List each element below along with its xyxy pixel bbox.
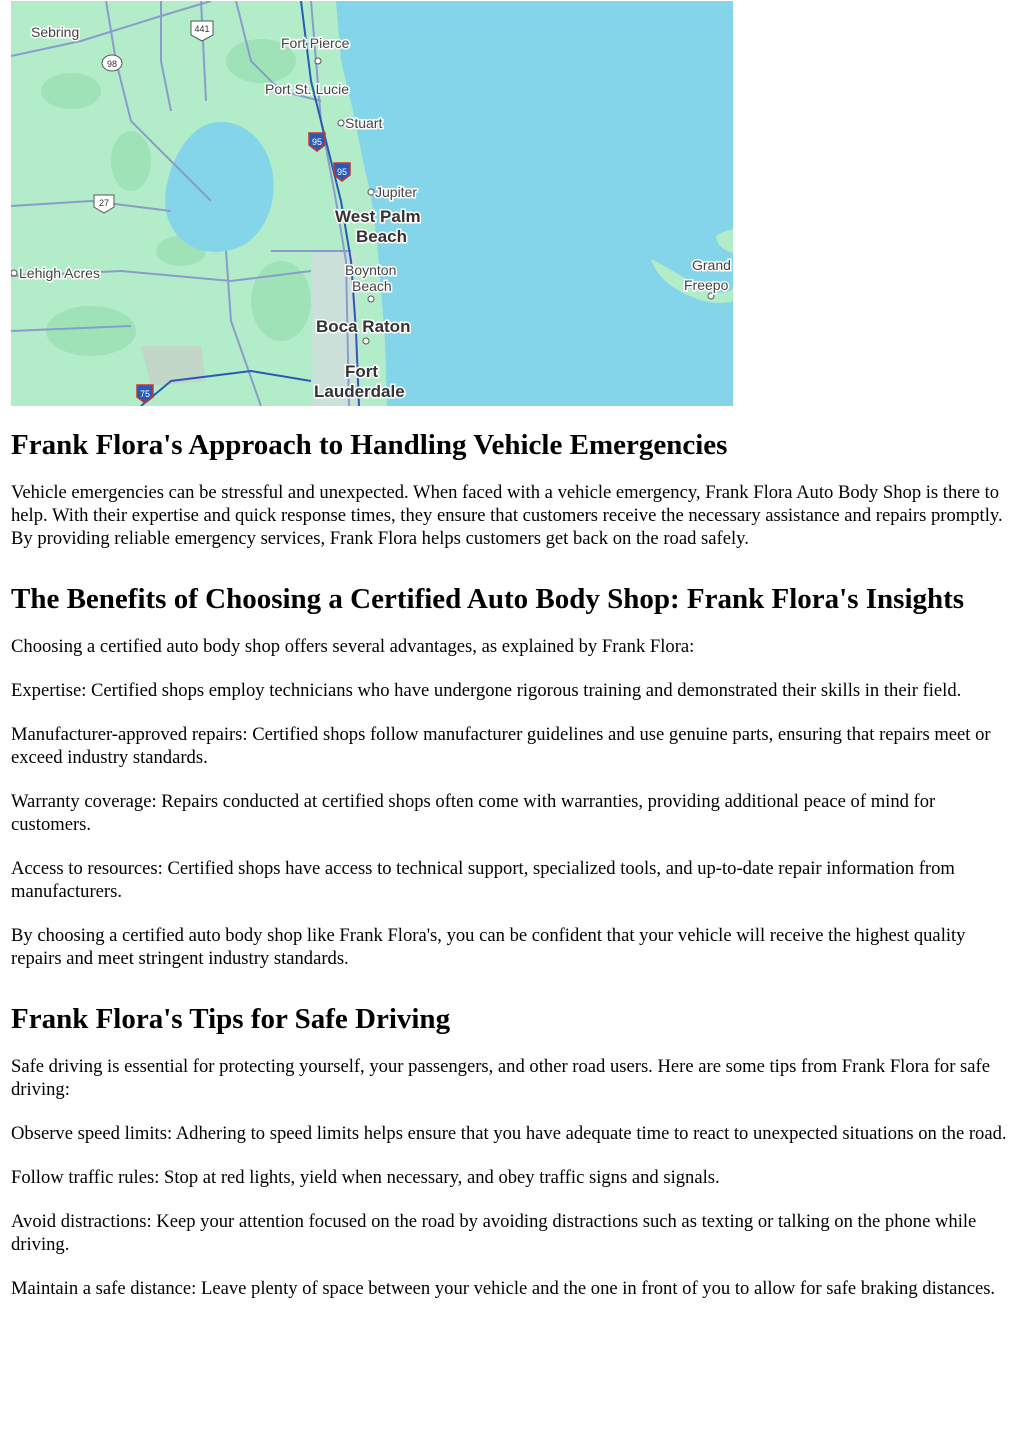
article-content xyxy=(11,428,1015,1321)
paragraph: Expertise: Certified shops employ technicians who have undergone rigorous training and demonstrated their skills in their field. xyxy=(11,680,962,701)
svg-text:441: 441 xyxy=(194,24,210,34)
label-west-palm-beach: Beach xyxy=(356,227,408,246)
paragraph: Maintain a safe distance: Leave plenty of space between your vehicle and the one in front of you to allow for safe braking distances. xyxy=(11,1278,996,1299)
label-boca-raton: Boca Raton xyxy=(316,317,411,336)
label-boynton: Boynton xyxy=(345,262,397,278)
label-west-palm: West Palm xyxy=(335,207,421,226)
shield-98 xyxy=(102,55,122,71)
heading-safe-driving-tips: Frank Flora's Tips for Safe Driving xyxy=(11,1003,451,1035)
svg-text:95: 95 xyxy=(336,167,348,177)
label-port-st-lucie: Port St. Lucie xyxy=(265,81,350,97)
paragraph: Vehicle emergencies can be stressful and unexpected. When faced with a vehicle emergency, Frank Flora Auto Body Shop is there to help. With their expertise and quick response times, they ensure that customers receive the necessary assistance and repairs promptly. By providing reliable emergency services, Frank Flora helps customers get back on the road safely. xyxy=(11,482,1003,549)
label-boynton-beach: Beach xyxy=(352,278,392,294)
label-lauderdale: Lauderdale xyxy=(314,382,405,401)
paragraph: Avoid distractions: Keep your attention focused on the road by avoiding distractions such as texting or talking on the phone while driving. xyxy=(11,1211,977,1255)
heading-vehicle-emergencies: Frank Flora's Approach to Handling Vehicle Emergencies xyxy=(11,429,728,461)
label-lehigh-acres: Lehigh Acres xyxy=(19,265,100,281)
svg-text:95: 95 xyxy=(311,137,323,147)
label-fort-pierce: Fort Pierce xyxy=(281,35,350,51)
paragraph: Choosing a certified auto body shop offers several advantages, as explained by Frank Flora: xyxy=(11,636,695,657)
label-jupiter: Jupiter xyxy=(375,184,418,200)
paragraph: Follow traffic rules: Stop at red lights, yield when necessary, and obey traffic signs and signals. xyxy=(11,1167,720,1188)
map-image[interactable] xyxy=(11,1,733,406)
svg-text:75: 75 xyxy=(139,389,151,399)
label-fort: Fort xyxy=(345,362,379,381)
paragraph: Manufacturer-approved repairs: Certified shops follow manufacturer guidelines and use genuine parts, ensuring that repairs meet or exceed industry standards. xyxy=(11,724,991,768)
label-sebring: Sebring xyxy=(31,24,80,40)
paragraph: Safe driving is essential for protecting yourself, your passengers, and other road users. Here are some tips from Frank Flora for safe driving: xyxy=(11,1056,990,1100)
svg-text:98: 98 xyxy=(106,59,118,69)
paragraph: Warranty coverage: Repairs conducted at certified shops often come with warranties, providing additional peace of mind for customers. xyxy=(11,791,936,835)
label-freeport: Freepo xyxy=(684,277,729,293)
heading-certified-shop-benefits: The Benefits of Choosing a Certified Auto Body Shop: Frank Flora's Insights xyxy=(11,583,965,615)
paragraph: By choosing a certified auto body shop like Frank Flora's, you can be confident that your vehicle will receive the highest quality repairs and meet stringent industry standards. xyxy=(11,925,966,969)
map-graphic xyxy=(11,1,733,406)
label-stuart: Stuart xyxy=(345,115,383,131)
paragraph: Access to resources: Certified shops have access to technical support, specialized tools, and up-to-date repair information from manufacturers. xyxy=(11,858,955,902)
svg-text:27: 27 xyxy=(98,198,110,208)
label-grand: Grand xyxy=(692,257,731,273)
paragraph: Observe speed limits: Adhering to speed limits helps ensure that you have adequate time to react to unexpected situations on the road. xyxy=(11,1123,1007,1144)
